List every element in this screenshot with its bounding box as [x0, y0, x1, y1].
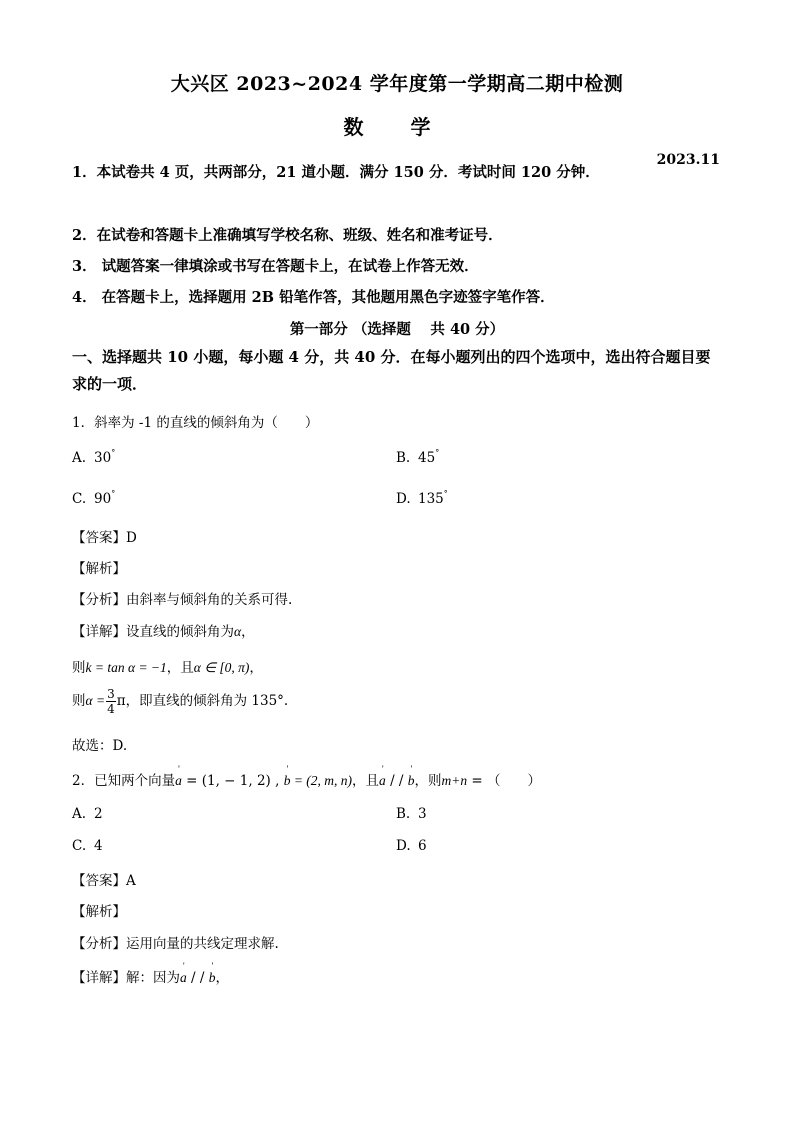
parallel-symbol: / /	[186, 970, 209, 986]
degree-mark: °	[111, 448, 116, 457]
degree-mark: °	[443, 489, 448, 498]
pi-symbol: π	[116, 693, 126, 709]
parallel-symbol: / /	[385, 773, 408, 789]
vector-b: ' b	[209, 970, 216, 986]
part1-heading: 第一部分 （选择题 共 40 分）	[289, 321, 505, 338]
alpha-symbol: α	[234, 624, 242, 639]
q1-analysis-tag	[72, 557, 126, 577]
answer-value: D	[126, 530, 137, 546]
option-value: 2	[94, 806, 103, 822]
detail-tag: 【详解】	[72, 624, 126, 640]
option-value: 4	[94, 838, 103, 854]
answer-tag: 【答案】	[72, 873, 126, 889]
vector-a: ' a	[175, 773, 182, 789]
vector-a: ' a	[379, 773, 386, 789]
fenxi-tag: 【分析】	[72, 936, 126, 952]
q1-stem: 1．斜率为 -1 的直线的倾斜角为（ ）	[72, 415, 319, 431]
option-value: 3	[418, 806, 427, 822]
detail-punct: ，	[241, 624, 255, 640]
vector-b-value: = (2, m, n)	[290, 773, 353, 788]
q1-option-b	[396, 448, 439, 466]
step3-lhs: α =	[85, 693, 106, 708]
fenxi-text: 运用向量的共线定理求解.	[126, 936, 279, 952]
q1-detail	[72, 620, 255, 640]
q2-fenxi	[72, 932, 279, 952]
step2-prefix: 则	[72, 660, 86, 676]
exam-date: 2023.11	[656, 152, 720, 168]
vector-b: ' b	[408, 773, 415, 789]
vector-a: ' a	[180, 970, 187, 986]
degree-mark: °	[435, 448, 440, 457]
option-value: 45	[418, 450, 436, 466]
q2-stem-end: = （ ）	[467, 773, 542, 789]
q2-analysis-tag	[72, 900, 126, 920]
q1-step3	[72, 688, 288, 715]
fenxi-tag: 【分析】	[72, 592, 126, 608]
m-plus-n: m+n	[441, 773, 468, 788]
step3-text: ，即直线的倾斜角为 135°.	[125, 693, 289, 709]
q1-option-c	[72, 489, 115, 507]
section-heading: 一、选择题共 10 小题，每小题 4 分，共 40 分．在每小题列出的四个选项中，选出符合题目要求的一项．	[72, 348, 711, 393]
q1-fenxi	[72, 588, 292, 608]
q2-option-c	[72, 838, 103, 854]
step2-end: ，	[249, 660, 263, 676]
step2-formula: k = tan α = −1	[85, 660, 167, 675]
fraction-numerator: 3	[107, 687, 115, 701]
q1-answer	[72, 526, 137, 546]
notice-2: 2．在试卷和答题卡上准确填写学校名称、班级、姓名和准考证号．	[72, 227, 503, 244]
detail-tag: 【详解】	[72, 970, 126, 986]
analysis-tag: 【解析】	[72, 561, 126, 577]
option-label: B.	[396, 806, 411, 822]
notice-1: 1．本试卷共 4 页，共两部分，21 道小题．满分 150 分．考试时间 120 分钟．	[72, 164, 600, 181]
option-label: C.	[72, 838, 87, 854]
answer-tag: 【答案】	[72, 530, 126, 546]
vector-a-value: = (1, − 1, 2) ,	[181, 773, 284, 789]
q1-option-d	[396, 489, 448, 507]
step3-prefix: 则	[72, 693, 86, 709]
step2-middle: ，且	[166, 660, 194, 676]
q2-stem-and: ，且	[352, 773, 380, 789]
q2-stem-then: ，则	[414, 773, 442, 789]
step2-range: α ∈ [0, π)	[193, 660, 250, 675]
option-value: 135	[418, 491, 444, 507]
analysis-tag: 【解析】	[72, 904, 126, 920]
q2-detail	[72, 966, 229, 986]
vector-b: ' b	[284, 773, 291, 789]
option-label: B.	[396, 450, 411, 466]
detail-text: 解：因为	[126, 970, 180, 986]
q1-step2	[72, 656, 263, 676]
notice-4: 4． 在答题卡上，选择题用 2B 铅笔作答，其他题用黑色字迹签字笔作答．	[72, 289, 555, 306]
fraction	[106, 688, 116, 715]
exam-title: 大兴区 2023~2024 学年度第一学期高二期中检测	[170, 73, 624, 95]
notice-3: 3． 试题答案一律填涂或书写在答题卡上，在试卷上作答无效．	[72, 258, 479, 275]
fenxi-text: 由斜率与倾斜角的关系可得.	[126, 592, 293, 608]
subject-title: 数 学	[343, 115, 451, 139]
option-label: A.	[72, 806, 87, 822]
q2-option-d	[396, 838, 427, 854]
q2-option-a	[72, 806, 103, 822]
q1-option-a	[72, 448, 115, 466]
option-value: 6	[418, 838, 427, 854]
option-value: 30	[94, 450, 112, 466]
answer-value: A	[126, 873, 136, 889]
degree-mark: °	[111, 489, 116, 498]
q1-conclusion: 故选：D.	[72, 738, 128, 754]
detail-text: 设直线的倾斜角为	[126, 624, 234, 640]
option-value: 90	[94, 491, 112, 507]
option-label: C.	[72, 491, 87, 507]
option-label: D.	[396, 491, 411, 507]
q2-stem-start: 2．已知两个向量	[72, 773, 176, 789]
q2-answer	[72, 869, 136, 889]
q2-option-b	[396, 806, 427, 822]
option-label: A.	[72, 450, 87, 466]
fraction-denominator: 4	[107, 702, 115, 716]
detail-punct: ，	[215, 970, 229, 986]
option-label: D.	[396, 838, 411, 854]
q2-stem	[72, 769, 541, 789]
